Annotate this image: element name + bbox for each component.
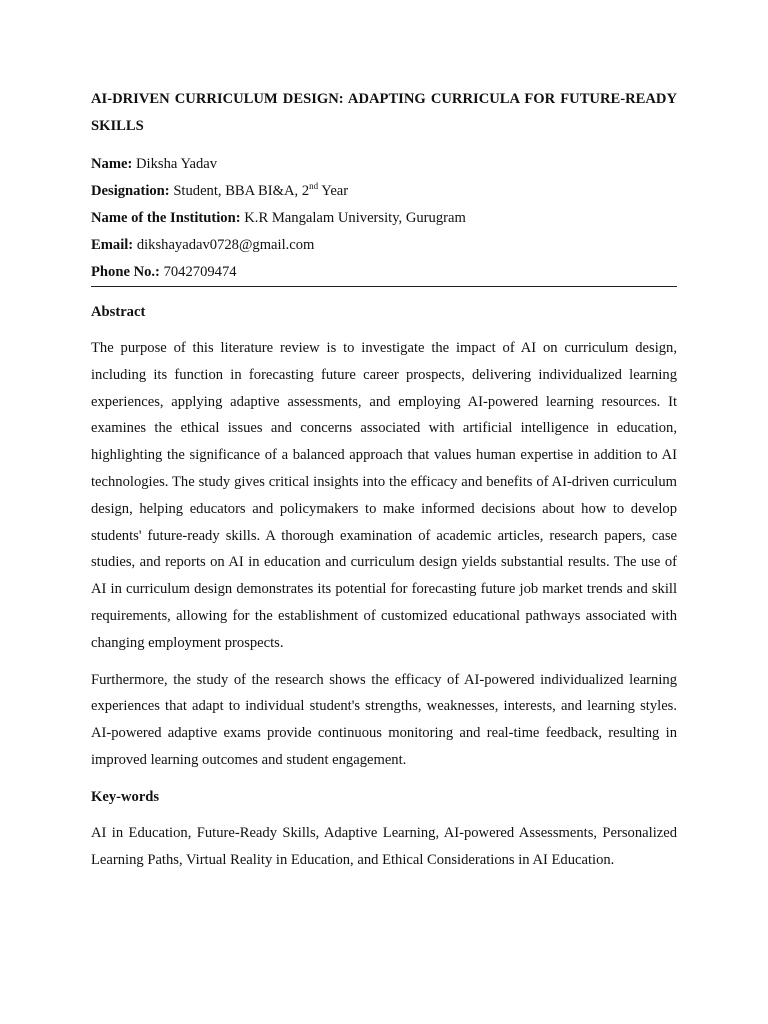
header-divider [91, 286, 677, 287]
keywords-heading: Key-words [91, 788, 160, 805]
email-label: Email: [91, 237, 134, 253]
designation-line [91, 178, 677, 205]
phone-label: Phone No.: [91, 264, 160, 280]
institution-label: Name of the Institution: [91, 210, 241, 226]
email-line [91, 232, 677, 259]
name-label: Name: [91, 156, 133, 172]
author-info [91, 151, 677, 286]
abstract-paragraph: Furthermore, the study of the research shows the efficacy of AI-powered individualized learning experiences that adapt to individual student's strengths, weaknesses, interests, and learning styles. AI-powered adaptive exams provide continuous monitoring and real-time feedback, resulting in improved learning outcomes and student engagement. [91, 671, 677, 768]
designation-label: Designation: [91, 183, 170, 199]
phone-number: 7042709474 [163, 264, 237, 280]
email-address: dikshayadav0728@gmail.com [136, 237, 315, 253]
paper-page [91, 86, 677, 883]
abstract-paragraph: The purpose of this literature review is to investigate the impact of AI on curriculum design, including its function in forecasting future career prospects, delivering individualized learning experiences, applying adaptive assessments, and employing AI-powered learning resources. It examines the ethical issues and concerns associated with artificial intelligence in education, highlighting the significance of a balanced approach that values human expertise in addition to AI technologies. The study gives critical insights into the efficacy and benefits of AI-driven curriculum design, helping educators and policymakers to make informed decisions about how to develop students' future-ready skills. A thorough examination of academic articles, research papers, case studies, and reports on AI in education and curriculum design yields substantial results. The use of AI in curriculum design demonstrates its potential for forecasting future job market trends and skill requirements, allowing for the establishment of customized educational pathways associated with changing employment prospects. [91, 340, 677, 651]
paper-title: AI-DRIVEN CURRICULUM DESIGN: ADAPTING CURRICULA FOR FUTURE-READY SKILLS [91, 91, 677, 134]
designation-suffix: Year [321, 183, 349, 199]
institution-line [91, 205, 677, 232]
abstract-heading: Abstract [91, 304, 146, 320]
phone-line [91, 259, 677, 286]
author-name: Diksha Yadav [136, 156, 218, 172]
institution-name: K.R Mangalam University, Gurugram [244, 210, 466, 226]
designation-prefix: Student, BBA BI&A, 2 [173, 183, 310, 199]
author-name-line [91, 151, 677, 178]
designation-superscript: nd [309, 181, 319, 192]
keywords-text: AI in Education, Future-Ready Skills, Adaptive Learning, AI-powered Assessments, Personalized Learning Paths, Virtual Reality in Education, and Ethical Considerations in AI Education. [91, 824, 677, 868]
